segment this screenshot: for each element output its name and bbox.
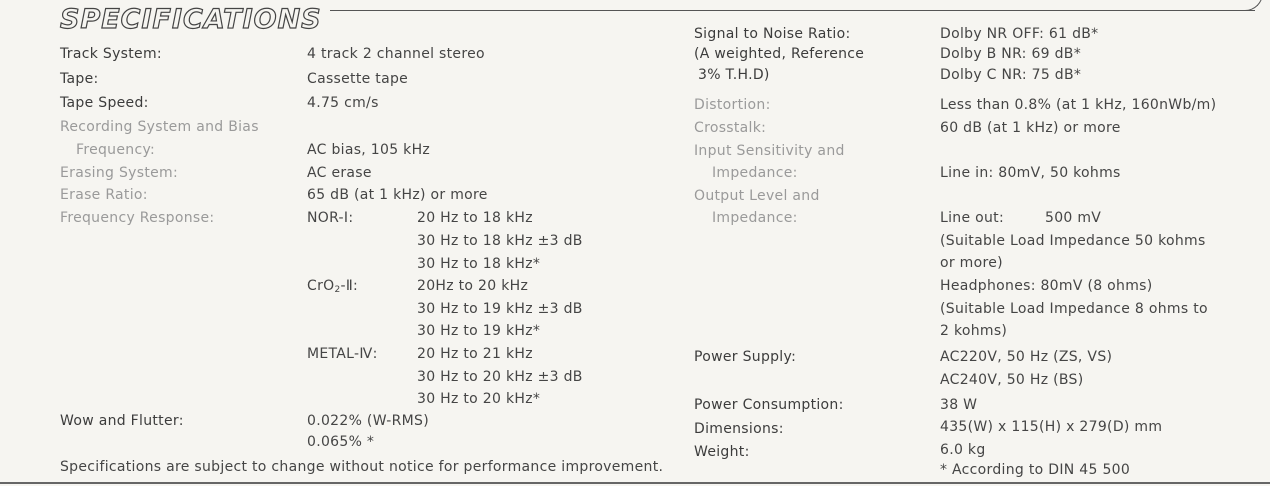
cro2-subscript: 2 bbox=[334, 285, 341, 295]
wow-flutter-value-2: 0.065% * bbox=[307, 434, 375, 450]
power-supply-label: Power Supply: bbox=[694, 349, 797, 365]
freq-metal-line-2: 30 Hz to 20 kHz ±3 dB bbox=[417, 369, 583, 385]
recording-system-value: AC bias, 105 kHz bbox=[307, 142, 431, 158]
distortion-label: Distortion: bbox=[694, 97, 771, 113]
freq-nor-line-1: 20 Hz to 18 kHz bbox=[417, 210, 533, 226]
line-out-label: Line out: bbox=[940, 210, 1004, 226]
tape-speed-label: Tape Speed: bbox=[60, 95, 149, 111]
snr-label-1: Signal to Noise Ratio: bbox=[694, 26, 851, 42]
freq-tape-cro2 bbox=[307, 277, 358, 299]
output-line-1: (Suitable Load Impedance 50 kohms bbox=[940, 233, 1206, 249]
erase-ratio-value: 65 dB (at 1 kHz) or more bbox=[307, 187, 488, 203]
notice-text: Specifications are subject to change without notice for performance improvement. bbox=[60, 459, 664, 475]
freq-cro2-line-1: 20Hz to 20 kHz bbox=[417, 278, 529, 294]
cro2-prefix: CrO bbox=[307, 278, 335, 294]
snr-value-3: Dolby C NR: 75 dB* bbox=[940, 67, 1082, 83]
din-footnote: * According to DIN 45 500 bbox=[940, 462, 1131, 478]
frame-top-rule bbox=[330, 10, 1255, 11]
output-line-2: or more) bbox=[940, 255, 1003, 271]
input-label-2: Impedance: bbox=[712, 165, 798, 181]
snr-value-2: Dolby B NR: 69 dB* bbox=[940, 46, 1082, 62]
frequency-response-label: Frequency Response: bbox=[60, 210, 215, 226]
erase-ratio-label: Erase Ratio: bbox=[60, 187, 148, 203]
freq-tape-nor: NOR-Ⅰ: bbox=[307, 210, 354, 226]
frame-bottom-rule bbox=[0, 482, 1270, 484]
erasing-system-value: AC erase bbox=[307, 165, 372, 181]
erasing-system-label: Erasing System: bbox=[60, 165, 178, 181]
freq-cro2-line-3: 30 Hz to 19 kHz* bbox=[417, 323, 541, 339]
tape-speed-value: 4.75 cm/s bbox=[307, 95, 379, 111]
input-label-1: Input Sensitivity and bbox=[694, 143, 845, 159]
output-label-2: Impedance: bbox=[712, 210, 798, 226]
page-title: SPECIFICATIONS bbox=[60, 4, 322, 35]
track-system-value: 4 track 2 channel stereo bbox=[307, 46, 485, 62]
freq-tape-metal: METAL-Ⅳ: bbox=[307, 346, 378, 362]
freq-metal-line-3: 30 Hz to 20 kHz* bbox=[417, 391, 541, 407]
power-supply-value-1: AC220V, 50 Hz (ZS, VS) bbox=[940, 349, 1113, 365]
input-value: Line in: 80mV, 50 kohms bbox=[940, 165, 1121, 181]
weight-label: Weight: bbox=[694, 444, 750, 460]
snr-value-1: Dolby NR OFF: 61 dB* bbox=[940, 26, 1099, 42]
wow-flutter-label: Wow and Flutter: bbox=[60, 413, 184, 429]
tape-value: Cassette tape bbox=[307, 71, 409, 87]
output-line-3: Headphones: 80mV (8 ohms) bbox=[940, 278, 1153, 294]
dimensions-value: 435(W) x 115(H) x 279(D) mm bbox=[940, 419, 1163, 435]
frame-corner-curve bbox=[1232, 0, 1263, 11]
output-line-4: (Suitable Load Impedance 8 ohms to bbox=[940, 301, 1208, 317]
recording-system-label: Recording System and Bias bbox=[60, 119, 259, 135]
output-label-1: Output Level and bbox=[694, 188, 820, 204]
crosstalk-label: Crosstalk: bbox=[694, 120, 767, 136]
power-consumption-value: 38 W bbox=[940, 397, 978, 413]
crosstalk-value: 60 dB (at 1 kHz) or more bbox=[940, 120, 1121, 136]
tape-label: Tape: bbox=[60, 71, 99, 87]
freq-metal-line-1: 20 Hz to 21 kHz bbox=[417, 346, 533, 362]
wow-flutter-value-1: 0.022% (W-RMS) bbox=[307, 413, 429, 429]
track-system-label: Track System: bbox=[60, 46, 162, 62]
freq-nor-line-3: 30 Hz to 18 kHz* bbox=[417, 256, 541, 272]
line-out-value: 500 mV bbox=[1045, 210, 1102, 226]
cro2-suffix: -Ⅱ: bbox=[340, 278, 359, 294]
freq-cro2-line-2: 30 Hz to 19 kHz ±3 dB bbox=[417, 301, 583, 317]
snr-label-3: 3% T.H.D) bbox=[698, 67, 770, 83]
dimensions-label: Dimensions: bbox=[694, 421, 784, 437]
output-line-5: 2 kohms) bbox=[940, 323, 1008, 339]
power-supply-value-2: AC240V, 50 Hz (BS) bbox=[940, 372, 1084, 388]
freq-nor-line-2: 30 Hz to 18 kHz ±3 dB bbox=[417, 233, 583, 249]
power-consumption-label: Power Consumption: bbox=[694, 397, 844, 413]
weight-value: 6.0 kg bbox=[940, 442, 986, 458]
recording-system-label-2: Frequency: bbox=[76, 142, 156, 158]
distortion-value: Less than 0.8% (at 1 kHz, 160nWb/m) bbox=[940, 97, 1217, 113]
snr-label-2: (A weighted, Reference bbox=[694, 46, 865, 62]
